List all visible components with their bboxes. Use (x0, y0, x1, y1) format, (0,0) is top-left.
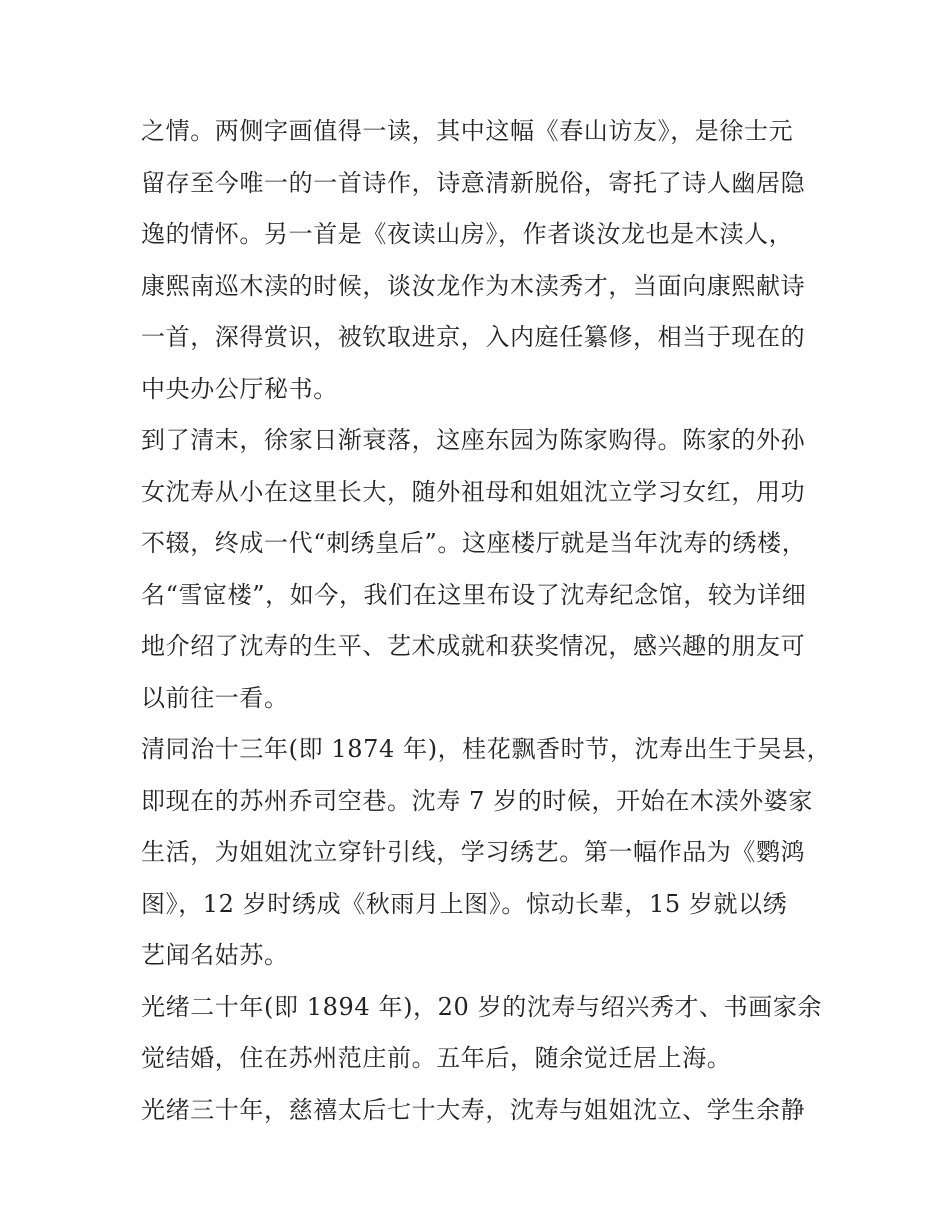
text-line: 之情。两侧字画值得一读，其中这幅《春山访友》，是徐士元 (141, 117, 794, 145)
text-line: 以前往一看。 (141, 683, 289, 712)
text-line: 艺闻名姑苏。 (141, 941, 289, 969)
text-line: 即现在的苏州乔司空巷。沈寿 7 岁的时候，开始在木渎外婆家 (141, 786, 813, 815)
text-line: 中央办公厅秘书。 (141, 374, 338, 403)
text-line: 生活，为姐姐沈立穿针引线，学习绣艺。第一幅作品为《鹦鸿 (141, 838, 806, 866)
text-line: 女沈寿从小在这里长大，随外祖母和姐姐沈立学习女红，用功 (141, 477, 806, 506)
text-line: 不辍，终成一代“刺绣皇后”。这座楼厅就是当年沈寿的绣楼， (141, 529, 807, 557)
text-line: 逸的情怀。另一首是《夜读山房》，作者谈汝龙也是木渎人， (141, 220, 794, 248)
text-line: 图》，12 岁时绣成《秋雨月上图》。惊动长辈，15 岁就以绣 (141, 889, 788, 918)
text-line: 光绪二十年(即 1894 年)，20 岁的沈寿与绍兴秀才、书画家余 (141, 992, 823, 1021)
text-line: 留存至今唯一的一首诗作，诗意清新脱俗，寄托了诗人幽居隐 (141, 168, 806, 197)
text-line: 一首，深得赏识，被钦取进京，入内庭任纂修，相当于现在的 (141, 323, 806, 351)
text-line: 地介绍了沈寿的生平、艺术成就和获奖情况，感兴趣的朋友可 (141, 632, 806, 660)
text-line: 光绪三十年，慈禧太后七十大寿，沈寿与姐姐沈立、学生余静 (141, 1095, 806, 1124)
text-line: 清同治十三年(即 1874 年)，桂花飘香时节，沈寿出生于吴县， (141, 735, 832, 763)
text-line: 名“雪宧楼”，如今，我们在这里布设了沈寿纪念馆，较为详细 (141, 580, 807, 609)
text-line: 觉结婚，住在苏州范庄前。五年后，随余觉迁居上海。 (141, 1044, 732, 1072)
body-text (141, 106, 832, 1136)
text-line: 到了清末，徐家日渐衰落，这座东园为陈家购得。陈家的外孙 (141, 426, 806, 454)
text-line: 康熙南巡木渎的时候，谈汝龙作为木渎秀才，当面向康熙献诗 (141, 271, 806, 300)
